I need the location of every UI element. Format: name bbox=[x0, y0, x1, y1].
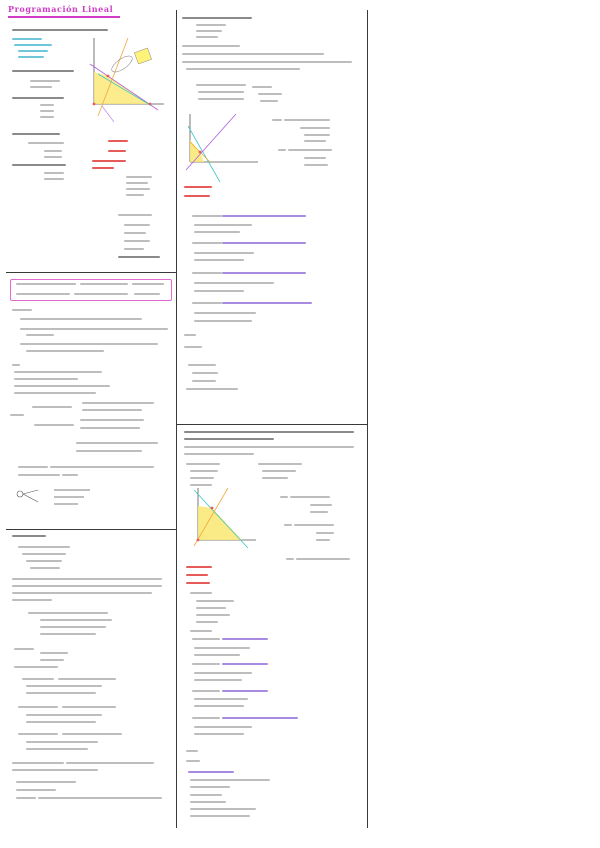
handwritten-line bbox=[304, 140, 326, 142]
handwritten-line bbox=[12, 364, 20, 366]
handwritten-line bbox=[30, 80, 60, 82]
handwritten-line bbox=[194, 705, 244, 707]
handwritten-line bbox=[304, 164, 328, 166]
handwritten-line bbox=[118, 256, 160, 258]
handwritten-line bbox=[80, 419, 144, 421]
handwritten-line bbox=[190, 794, 222, 796]
handwritten-line bbox=[22, 553, 66, 555]
handwritten-line bbox=[66, 762, 154, 764]
handwritten-line bbox=[286, 558, 294, 560]
handwritten-line bbox=[186, 574, 208, 576]
handwritten-line bbox=[74, 293, 128, 295]
handwritten-line bbox=[196, 84, 246, 86]
handwritten-line bbox=[12, 599, 52, 601]
handwritten-line bbox=[26, 748, 88, 750]
handwritten-line bbox=[82, 409, 142, 411]
handwritten-line bbox=[28, 142, 64, 144]
handwritten-line bbox=[196, 36, 218, 38]
handwritten-line bbox=[194, 654, 240, 656]
handwritten-line bbox=[192, 690, 220, 692]
handwritten-line bbox=[262, 470, 296, 472]
section-divider-mid bbox=[177, 424, 367, 425]
handwritten-line bbox=[44, 156, 62, 158]
handwritten-line bbox=[18, 706, 58, 708]
handwritten-line bbox=[186, 388, 238, 390]
handwritten-line bbox=[124, 240, 150, 242]
handwritten-line bbox=[288, 149, 332, 151]
handwritten-line bbox=[18, 474, 60, 476]
handwritten-line bbox=[196, 607, 226, 609]
handwritten-line bbox=[182, 53, 324, 55]
handwritten-line bbox=[40, 104, 54, 106]
handwritten-line bbox=[40, 652, 68, 654]
handwritten-line bbox=[196, 621, 218, 623]
handwritten-line bbox=[196, 614, 230, 616]
handwritten-line bbox=[16, 797, 36, 799]
handwritten-line bbox=[316, 539, 330, 541]
handwritten-line bbox=[194, 726, 252, 728]
handwritten-line bbox=[194, 252, 254, 254]
handwritten-line bbox=[26, 741, 98, 743]
handwritten-line bbox=[16, 293, 70, 295]
handwritten-line bbox=[62, 733, 122, 735]
handwritten-line bbox=[182, 45, 240, 47]
handwritten-line bbox=[194, 733, 244, 735]
handwritten-line bbox=[26, 692, 96, 694]
handwritten-line bbox=[192, 717, 220, 719]
handwritten-line bbox=[16, 283, 76, 285]
handwritten-line bbox=[12, 585, 162, 587]
handwritten-line bbox=[12, 769, 98, 771]
handwritten-line bbox=[192, 380, 216, 382]
handwritten-line bbox=[278, 149, 286, 151]
handwritten-line bbox=[34, 424, 74, 426]
handwritten-line bbox=[192, 272, 222, 274]
handwritten-line bbox=[184, 431, 354, 433]
handwritten-line bbox=[222, 215, 306, 217]
handwritten-line bbox=[58, 678, 116, 680]
handwritten-line bbox=[82, 402, 154, 404]
handwritten-line bbox=[14, 371, 102, 373]
handwritten-line bbox=[76, 442, 158, 444]
handwritten-line bbox=[304, 157, 326, 159]
handwritten-line bbox=[12, 592, 152, 594]
handwritten-line bbox=[126, 182, 148, 184]
handwritten-line bbox=[118, 214, 152, 216]
handwritten-line bbox=[190, 786, 230, 788]
handwritten-line bbox=[192, 372, 218, 374]
handwritten-line bbox=[26, 714, 102, 716]
handwritten-line bbox=[192, 242, 222, 244]
handwritten-line bbox=[272, 119, 282, 121]
handwritten-line bbox=[28, 612, 108, 614]
handwritten-line bbox=[12, 38, 42, 40]
handwritten-line bbox=[184, 346, 202, 348]
handwritten-line bbox=[310, 511, 328, 513]
handwritten-line bbox=[194, 698, 248, 700]
handwritten-line bbox=[44, 172, 64, 174]
handwritten-line bbox=[186, 566, 212, 568]
handwritten-line bbox=[196, 24, 226, 26]
handwritten-line bbox=[188, 364, 216, 366]
handwritten-line bbox=[198, 98, 244, 100]
graph-feasible-region-2 bbox=[184, 112, 264, 184]
handwritten-line bbox=[22, 678, 54, 680]
handwritten-line bbox=[316, 532, 334, 534]
handwritten-line bbox=[284, 524, 292, 526]
handwritten-line bbox=[184, 446, 354, 448]
handwritten-line bbox=[290, 496, 330, 498]
handwritten-line bbox=[222, 663, 268, 665]
handwritten-line bbox=[194, 282, 274, 284]
handwritten-line bbox=[304, 134, 330, 136]
handwritten-line bbox=[40, 110, 54, 112]
handwritten-line bbox=[192, 215, 222, 217]
handwritten-line bbox=[30, 567, 60, 569]
handwritten-line bbox=[184, 453, 254, 455]
handwritten-line bbox=[182, 61, 352, 63]
handwritten-line bbox=[62, 474, 78, 476]
handwritten-line bbox=[12, 133, 60, 135]
handwritten-line bbox=[190, 815, 250, 817]
page-title: Programación Lineal bbox=[8, 4, 114, 14]
handwritten-line bbox=[184, 334, 196, 336]
handwritten-line bbox=[194, 224, 252, 226]
handwritten-line bbox=[190, 801, 226, 803]
handwritten-line bbox=[262, 477, 288, 479]
graph-feasible-region-3 bbox=[190, 486, 260, 550]
handwritten-line bbox=[40, 619, 112, 621]
handwritten-line bbox=[310, 504, 332, 506]
handwritten-line bbox=[80, 427, 140, 429]
handwritten-line bbox=[40, 116, 54, 118]
handwritten-line bbox=[14, 392, 96, 394]
handwritten-line bbox=[18, 733, 58, 735]
handwritten-line bbox=[40, 633, 96, 635]
column-divider-left bbox=[176, 10, 177, 828]
handwritten-line bbox=[284, 119, 330, 121]
handwritten-line bbox=[124, 248, 144, 250]
handwritten-line bbox=[44, 150, 62, 152]
handwritten-line bbox=[222, 717, 298, 719]
handwritten-line bbox=[30, 86, 52, 88]
handwritten-line bbox=[14, 378, 78, 380]
handwritten-line bbox=[260, 100, 278, 102]
handwritten-line bbox=[258, 463, 302, 465]
handwritten-line bbox=[222, 690, 268, 692]
handwritten-line bbox=[222, 302, 312, 304]
handwritten-line bbox=[26, 721, 96, 723]
handwritten-line bbox=[198, 91, 244, 93]
graph-feasible-region-1 bbox=[84, 34, 174, 130]
small-diagram bbox=[14, 484, 94, 510]
handwritten-line bbox=[12, 578, 162, 580]
handwritten-line bbox=[38, 797, 162, 799]
handwritten-line bbox=[126, 194, 144, 196]
handwritten-line bbox=[26, 350, 104, 352]
handwritten-line bbox=[40, 659, 64, 661]
handwritten-line bbox=[12, 762, 64, 764]
handwritten-line bbox=[26, 334, 54, 336]
handwritten-line bbox=[108, 150, 126, 152]
handwritten-line bbox=[14, 44, 52, 46]
handwritten-line bbox=[192, 302, 222, 304]
handwritten-line bbox=[26, 560, 62, 562]
handwritten-line bbox=[14, 666, 58, 668]
handwritten-line bbox=[190, 470, 218, 472]
handwritten-line bbox=[190, 808, 256, 810]
handwritten-line bbox=[132, 283, 164, 285]
handwritten-line bbox=[76, 450, 142, 452]
handwritten-line bbox=[16, 789, 56, 791]
handwritten-line bbox=[12, 97, 64, 99]
handwritten-line bbox=[190, 630, 212, 632]
handwritten-line bbox=[16, 781, 76, 783]
handwritten-line bbox=[12, 535, 46, 537]
handwritten-line bbox=[184, 195, 210, 197]
handwritten-line bbox=[18, 56, 44, 58]
handwritten-line bbox=[14, 648, 34, 650]
handwritten-line bbox=[18, 50, 48, 52]
section-divider-left-2 bbox=[6, 529, 176, 530]
handwritten-line bbox=[192, 638, 220, 640]
handwritten-line bbox=[26, 685, 102, 687]
handwritten-line bbox=[252, 86, 272, 88]
handwritten-line bbox=[12, 29, 108, 31]
handwritten-line bbox=[186, 582, 210, 584]
column-divider-right bbox=[367, 10, 368, 828]
handwritten-line bbox=[108, 140, 128, 142]
section-divider-left-1 bbox=[6, 272, 176, 273]
handwritten-line bbox=[188, 771, 234, 773]
handwritten-line bbox=[186, 750, 198, 752]
handwritten-line bbox=[186, 463, 220, 465]
handwritten-line bbox=[190, 592, 212, 594]
handwritten-line bbox=[134, 293, 160, 295]
handwritten-line bbox=[92, 167, 114, 169]
handwritten-line bbox=[194, 231, 240, 233]
handwritten-line bbox=[92, 160, 126, 162]
handwritten-line bbox=[192, 663, 220, 665]
handwritten-line bbox=[184, 186, 212, 188]
handwritten-line bbox=[258, 93, 282, 95]
handwritten-line bbox=[20, 343, 158, 345]
handwritten-line bbox=[50, 466, 154, 468]
handwritten-line bbox=[12, 70, 74, 72]
handwritten-line bbox=[222, 638, 268, 640]
handwritten-line bbox=[124, 224, 150, 226]
handwritten-line bbox=[124, 232, 146, 234]
handwritten-line bbox=[294, 524, 334, 526]
handwritten-line bbox=[194, 259, 244, 261]
handwritten-line bbox=[12, 309, 32, 311]
handwritten-line bbox=[10, 414, 24, 416]
handwritten-line bbox=[62, 706, 116, 708]
handwritten-line bbox=[18, 466, 48, 468]
handwritten-line bbox=[280, 496, 288, 498]
handwritten-line bbox=[196, 600, 234, 602]
handwritten-line bbox=[296, 558, 350, 560]
handwritten-line bbox=[190, 477, 214, 479]
handwritten-line bbox=[32, 406, 72, 408]
handwritten-line bbox=[20, 318, 142, 320]
handwritten-line bbox=[194, 320, 252, 322]
handwritten-line bbox=[194, 647, 250, 649]
handwritten-line bbox=[196, 30, 222, 32]
handwritten-line bbox=[222, 272, 306, 274]
handwritten-line bbox=[18, 546, 70, 548]
handwritten-line bbox=[222, 242, 306, 244]
handwritten-line bbox=[126, 188, 150, 190]
handwritten-line bbox=[14, 385, 110, 387]
handwritten-line bbox=[186, 760, 200, 762]
handwritten-line bbox=[12, 164, 66, 166]
handwritten-line bbox=[80, 283, 128, 285]
handwritten-line bbox=[126, 176, 152, 178]
handwritten-line bbox=[194, 672, 252, 674]
handwritten-line bbox=[182, 17, 252, 19]
handwritten-line bbox=[194, 290, 244, 292]
handwritten-line bbox=[190, 779, 270, 781]
title-underline bbox=[8, 16, 120, 18]
handwritten-line bbox=[44, 178, 64, 180]
handwritten-line bbox=[194, 679, 242, 681]
handwritten-line bbox=[20, 328, 168, 330]
handwritten-line bbox=[194, 312, 256, 314]
handwritten-line bbox=[184, 438, 274, 440]
handwritten-line bbox=[300, 127, 330, 129]
handwritten-line bbox=[186, 68, 300, 70]
handwritten-line bbox=[40, 626, 106, 628]
